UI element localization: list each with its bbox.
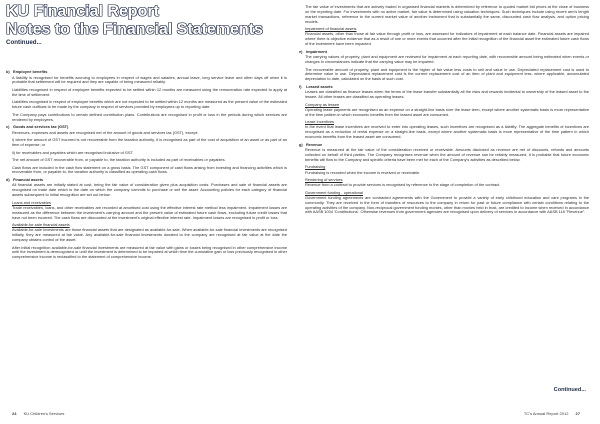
heading-leased-assets: f) Leased assets	[299, 83, 333, 89]
paragraph: Revenue is measured at the fair value of the consideration received or receivable. Amounts disclosed as revenue are net of discounts, refunds and amounts collected on behalf of third parties. The Company recognises revenue when the amount of revenue can be reliably measured, it is probable that future economic benefits will flow to the Company and specific criteria have been met for each of the Company's activities as described below.	[305, 147, 589, 162]
list-item: i) where the amount of GST incurred is not recoverable from the taxation authority, it is recognised as part of the cost of acquisition of an asset or as part of an item of expense; or	[12, 137, 287, 148]
heading-revenue: g) Revenue	[299, 141, 323, 147]
heading-gst: c) Goods and services tax (GST)	[6, 124, 69, 130]
paragraph: Fundraising is recorded when the income is received or receivable.	[305, 169, 421, 175]
paragraph: In the event that lease incentives are received to enter into operating leases, such incentives are recognised as a liability. The aggregate benefits of incentives are recognised as a reduction of rental expense on a straight-line basis, except where another systematic basis is more representative of the time pattern in which economic benefits from the leased asset are consumed.	[305, 124, 589, 140]
paragraph: Trade receivables, loans, and other receivables are recorded at amortised cost using the effective interest rate method less impairment. Impairment losses are measured as the difference between the investment's carrying amount and the present value of estimated future cash flows, excluding future credit losses that have not been incurred. The cash flows are discounted at the investment's original effective interest rate. Impairment losses are recognised in profit or loss.	[12, 204, 287, 220]
paragraph: Revenues, expenses and assets are recognised net of the amount of goods and services tax (GST), except:	[12, 129, 198, 135]
paragraph: The Company pays contributions to certain defined contribution plans. Contributions are recognised in profit or loss in the periods during which services are rendered by employees.	[12, 111, 287, 122]
paragraph: Available-for-sale investments are those financial assets that are designated as available-for-sale. When available-for-sale financial investments are recognised initially, they are measured at fair value. Any available-for-sale financial investments donated to the company are recognised at fair value at the date the company obtains control of the asset.	[12, 227, 287, 243]
heading-financial-assets: d) Financial assets	[6, 176, 44, 182]
paragraph: Liabilities recognised in respect of employee benefits which are not expected to be settled within 12 months are measured as the present value of the estimated future cash outflows to be made by the company in respect of services provided by employees up to reporting date.	[12, 99, 287, 110]
paragraph: Leases are classified as finance leases when the terms of the lease transfer substantially all the risks and rewards incidental to ownership of the leased asset to the lessee. All other leases are classified as operating leases.	[305, 89, 589, 100]
report-title: KU Financial Report	[6, 3, 159, 20]
footer-left	[6, 411, 64, 416]
paragraph: Liabilities recognised in respect of employee benefits expected to be settled within 12 months are measured using the remuneration rate expected to apply at the time of settlement.	[12, 86, 287, 97]
paragraph: All financial assets are initially stated at cost, being the fair value of consideration given plus acquisition costs. Purchases and sale of financial assets are recognised on trade date which is the date on which the company commits to purchase or sell the asset. Accounting policies for each category of financial assets subsequent to initial recognition are set out below:	[12, 182, 287, 198]
continued-label-bottom: Continued...	[553, 387, 586, 393]
paragraph: A liability is recognised for benefits accruing to employees in respect of wages and salaries, annual leave, long service leave and other days off when it is probable that settlement will be required and they are capable of being measured reliably.	[12, 74, 287, 85]
subheading: Loans and receivables	[12, 199, 51, 205]
subheading: Available-for-sale financial assets	[12, 222, 70, 228]
paragraph: The carrying values of property, plant and equipment are reviewed for impairment at each reporting date, with recoverable amount being estimated when events or changes in circumstances indicate that the carrying value may be impaired.	[305, 54, 589, 65]
heading-employee-benefits: b) Employee benefits	[6, 69, 48, 74]
paragraph: Cash flows are included in the cash flow statement on a gross basis. The GST component of cash flows arising from investing and financing activities which is recoverable from, or payable to, the taxation authority is classified as operating cash flows.	[12, 164, 287, 175]
continued-label-top: Continued...	[6, 39, 42, 46]
subheading: Government funding - operational	[305, 189, 363, 195]
footer-org-name: KU Children's Services	[23, 411, 65, 416]
paragraph: After initial recognition available-for-sale financial investments are measured at fair value with gains or losses being recognised in other comprehensive income until the investment is derecognised or until the investment is determined to be impaired at which time the cumulative gain or loss previously recognised in other comprehensive income is reclassified to the statement of comprehensive income.	[12, 244, 287, 260]
paragraph: Revenue from a contract to provide services is recognised by reference to the stage of completion of the contract.	[305, 182, 501, 188]
subheading: Impairment of financial assets	[305, 26, 357, 32]
left-column	[6, 70, 287, 263]
right-column	[299, 5, 589, 218]
paragraph: Government funding agreements are contracted agreements with the Government to provide a variety of early childhood education and care programs in the community. They are received in the form of transfers of resources to the company in return for past or future compliance with certain conditions relating to the operating activities of the company. Non-reciprocal government funding monies, other than monies held in trust, are credited to income when received in accordance with AASB 1004 'Contributions'. Otherwise revenues from government agencies are recognised upon delivery of services in accordance with AASB 118 "Revenue".	[305, 194, 589, 215]
heading-impairment: e) Impairment	[299, 48, 327, 54]
subheading: Rendering of services	[305, 177, 343, 183]
page-number-left: 24	[12, 411, 17, 416]
paragraph: The recoverable amount of property, plant and equipment is the higher of fair value less costs to sell and value in use. Depreciated replacement cost is used to determine value in use. Depreciated replacement cost is the current replacement cost of an item of plant and equipment less, where applicable, accumulated depreciation to date, calculated on the basis of such cost.	[305, 66, 589, 82]
subheading: Fundraising	[305, 164, 326, 170]
paragraph: The net amount of GST recoverable from, or payable to, the taxation authority is included as part of receivables or payables.	[12, 157, 226, 163]
page-number-right: 27	[575, 411, 580, 416]
paragraph: The fair value of investments that are actively traded in organised financial markets is determined by reference to quoted market bid prices at the close of business on the reporting date. For investments with no active market, fair value is determined using valuation techniques. Such techniques include using recent arm's length market transactions, reference to the current market value of another instrument that is substantially the same, discounted cash flow analysis, and option pricing models.	[305, 4, 589, 24]
paragraph: Operating lease payments are recognised as an expense on a straight-line basis over the lease term, except where another systematic basis is more representative of the time pattern in which economic benefits from the leased asset are consumed.	[305, 106, 589, 117]
subheading: Company as lessee	[305, 101, 340, 107]
list-item: ii) for receivables and payables which are recognised inclusive of GST.	[12, 149, 134, 155]
subheading: Lease incentives	[305, 119, 334, 125]
paragraph: Financial assets, other than those at fair value through profit or loss, are assessed for indicators of impairment at each balance date. Financial assets are impaired where there is objective evidence that as a result of one or more events that occurred after the initial recognition of the financial asset the estimated future cash flows of the investment have been impacted.	[305, 31, 589, 47]
section-title: Notes to the Financial Statements	[6, 21, 263, 38]
footer-right	[524, 411, 586, 416]
footer-report-name: TC's Annual Report 2012	[523, 411, 569, 416]
